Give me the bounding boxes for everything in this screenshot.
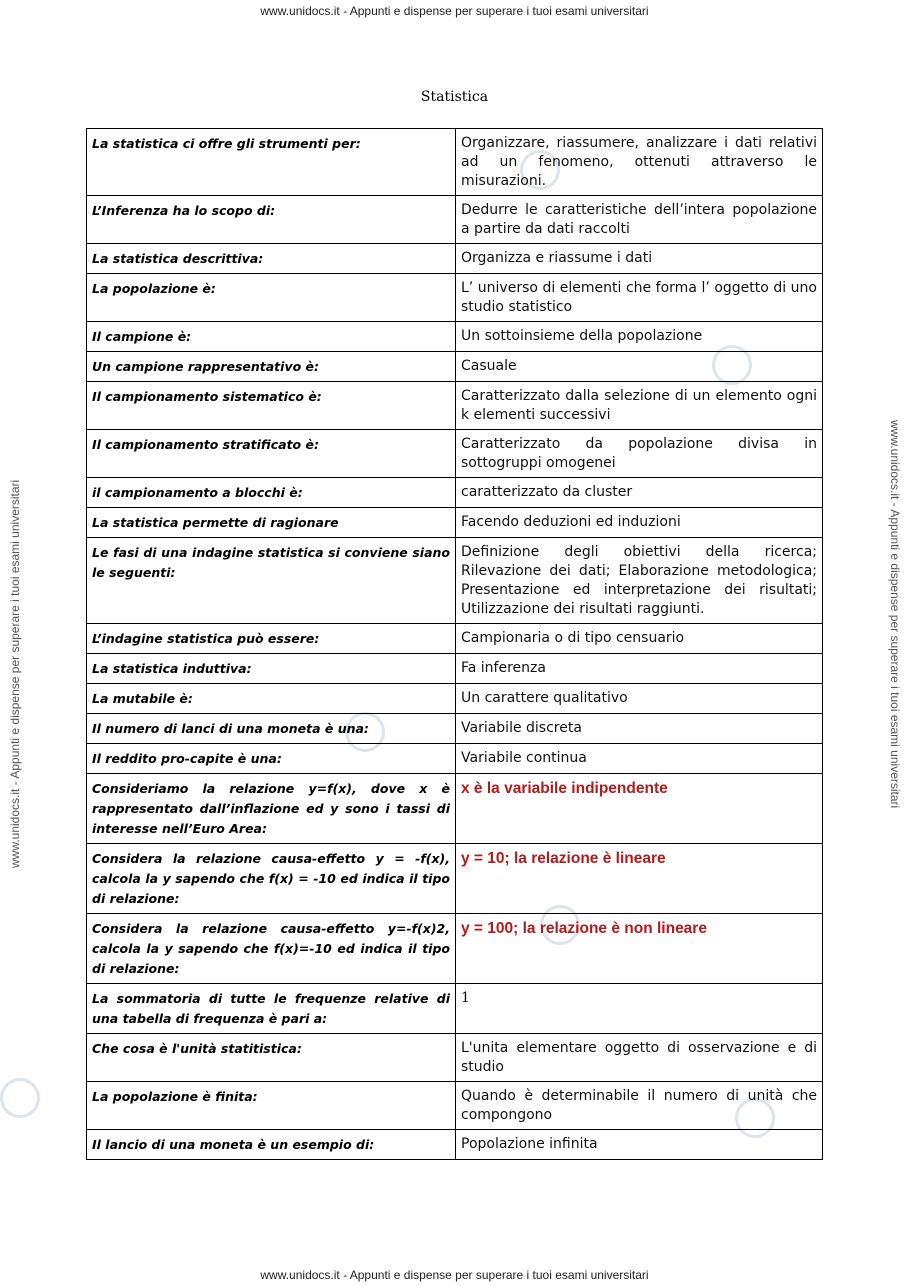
table-row [87,844,823,914]
answer-cell: 1 [456,984,823,1034]
answer-cell: y = 100; la relazione è non lineare [456,914,823,984]
watermark-left: www.unidocs.it - Appunti e dispense per superare i tuoi esami universitari [8,479,22,868]
table-row [87,274,823,322]
answer-cell: Caratterizzato dalla selezione di un elemento ogni k elementi successivi [456,382,823,430]
answer-cell: Casuale [456,352,823,382]
answer-cell: Un carattere qualitativo [456,684,823,714]
watermark-top: www.unidocs.it - Appunti e dispense per superare i tuoi esami universitari [260,4,649,18]
answer-cell: Variabile discreta [456,714,823,744]
answer-cell: caratterizzato da cluster [456,478,823,508]
answer-cell: Popolazione infinita [456,1130,823,1160]
question-cell: Il lancio di una moneta è un esempio di: [87,1130,456,1160]
answer-cell: Campionaria o di tipo censuario [456,624,823,654]
question-cell: Il campionamento sistematico è: [87,382,456,430]
table-row [87,1130,823,1160]
question-cell: Il numero di lanci di una moneta è una: [87,714,456,744]
question-cell: il campionamento a blocchi è: [87,478,456,508]
question-cell: La mutabile è: [87,684,456,714]
question-cell: Che cosa è l'unità statitistica: [87,1034,456,1082]
answer-cell: Facendo deduzioni ed induzioni [456,508,823,538]
table-row [87,196,823,244]
table-row [87,1034,823,1082]
question-cell: La statistica descrittiva: [87,244,456,274]
table-row [87,624,823,654]
table-row [87,774,823,844]
question-cell: La sommatoria di tutte le frequenze relative di una tabella di frequenza è pari a: [87,984,456,1034]
table-row [87,654,823,684]
question-cell: La statistica induttiva: [87,654,456,684]
answer-cell: Variabile continua [456,744,823,774]
table-row [87,244,823,274]
question-cell: Consideriamo la relazione y=f(x), dove x è rappresentato dall’inflazione ed y sono i tassi di interesse nell’Euro Area: [87,774,456,844]
question-cell: La popolazione è finita: [87,1082,456,1130]
table-row [87,129,823,196]
question-cell: Le fasi di una indagine statistica si conviene siano le seguenti: [87,538,456,624]
answer-cell: L’ universo di elementi che forma l’ oggetto di uno studio statistico [456,274,823,322]
table-row [87,322,823,352]
question-cell: L’indagine statistica può essere: [87,624,456,654]
question-cell: La popolazione è: [87,274,456,322]
answer-cell: Caratterizzato da popolazione divisa in sottogruppi omogenei [456,430,823,478]
question-cell: Il campione è: [87,322,456,352]
question-cell: Il campionamento stratificato è: [87,430,456,478]
watermark-right: www.unidocs.it - Appunti e dispense per superare i tuoi esami universitari [888,420,902,809]
answer-cell: Un sottoinsieme della popolazione [456,322,823,352]
table-row [87,382,823,430]
question-cell: Considera la relazione causa-effetto y = -f(x), calcola la y sapendo che f(x) = -10 ed indica il tipo di relazione: [87,844,456,914]
question-cell: L’Inferenza ha lo scopo di: [87,196,456,244]
table-row [87,352,823,382]
answer-cell: L'unita elementare oggetto di osservazione e di studio [456,1034,823,1082]
table-row [87,684,823,714]
watermark-logo-icon [0,1078,40,1118]
question-cell: Un campione rappresentativo è: [87,352,456,382]
answer-cell: Quando è determinabile il numero di unità che compongono [456,1082,823,1130]
table-row [87,1082,823,1130]
answer-cell: Organizza e riassume i dati [456,244,823,274]
watermark-bottom: www.unidocs.it - Appunti e dispense per superare i tuoi esami universitari [260,1268,649,1282]
table-row [87,744,823,774]
table-row [87,914,823,984]
qa-table [86,128,823,1160]
answer-cell: Definizione degli obiettivi della ricerca; Rilevazione dei dati; Elaborazione metodologica; Presentazione ed interpretazione dei risultati; Utilizzazione dei risultati raggiunti. [456,538,823,624]
question-cell: Il reddito pro-capite è una: [87,744,456,774]
table-row [87,508,823,538]
table-row [87,714,823,744]
answer-cell: y = 10; la relazione è lineare [456,844,823,914]
page-title: Statistica [420,89,489,105]
answer-cell: x è la variabile indipendente [456,774,823,844]
question-cell: La statistica ci offre gli strumenti per: [87,129,456,196]
answer-cell: Fa inferenza [456,654,823,684]
table-row [87,478,823,508]
question-cell: Considera la relazione causa-effetto y=-f(x)2, calcola la y sapendo che f(x)=-10 ed indica il tipo di relazione: [87,914,456,984]
table-row [87,538,823,624]
table-row [87,430,823,478]
question-cell: La statistica permette di ragionare [87,508,456,538]
answer-cell: Dedurre le caratteristiche dell’intera popolazione a partire da dati raccolti [456,196,823,244]
answer-cell: Organizzare, riassumere, analizzare i dati relativi ad un fenomeno, ottenuti attraverso le misurazioni. [456,129,823,196]
table-row [87,984,823,1034]
